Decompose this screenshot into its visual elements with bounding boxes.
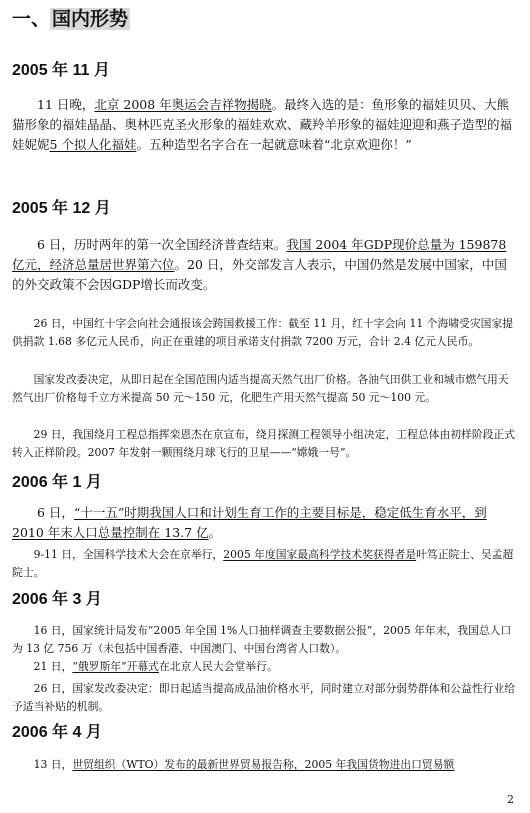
section-title-text: 国内形势: [52, 8, 129, 30]
underlined-text: “十一五”时期我国人口和计划生育工作的主要目标是，稳定低生育水平，到 2010 年末人口总量控制在 13.7 亿: [12, 505, 487, 540]
paragraph: 11 日晚，北京 2008 年奥运会吉祥物揭晓。最终入选的是：鱼形象的福娃贝贝、大熊猫形象的福娃晶晶、奥林匹克圣火形象的福娃欢欢、藏羚羊形象的福娃迎迎和燕子造型的福娃妮妮5 个拟人化福娃。五种造型名字合在一起就意味着“北京欢迎你！”: [12, 97, 513, 152]
underlined-text: 北京 2008 年奥运会吉祥物揭晓: [94, 97, 272, 112]
underlined-text: 我国 2004 年GDP现价总量为 159878 亿元，经济总量居世界第六位: [12, 237, 507, 272]
section-number: 一、: [12, 8, 51, 30]
underlined-text: 2005 年度国家最高科学技术奖获得者是: [223, 548, 417, 561]
underlined-text: 5 个拟人化福娃: [49, 137, 137, 152]
paragraph: 26 日，中国红十字会向社会通报该会跨国救援工作：截至 11 月，红十字会向 11 个海啸受灾国家提供捐款 1.68 多亿元人民币，向正在重建的项目承诺支付捐款 7200 万元，合计 2.4 亿元人民币。: [12, 317, 514, 348]
paragraph: 21 日，“俄罗斯年”开幕式在北京人民大会堂举行。: [33, 660, 278, 673]
paragraph: 26 日，国家发改委决定：即日起适当提高成品油价格水平，同时建立对部分弱势群体和公益性行业给予适当补贴的机制。: [12, 682, 516, 713]
month-heading: 2005 年 12 月: [12, 200, 111, 217]
month-heading: 2006 年 1 月: [12, 474, 102, 491]
underlined-text: 世贸组织（WTO）发布的最新世界贸易报告称，2005 年我国货物进出口贸易额: [72, 758, 455, 771]
paragraph: 13 日，世贸组织（WTO）发布的最新世界贸易报告称，2005 年我国货物进出口贸易额: [33, 758, 455, 771]
page-number: 2: [507, 793, 514, 806]
month-heading: 2006 年 4 月: [12, 724, 102, 741]
month-heading: 2005 年 11 月: [12, 62, 110, 79]
underlined-text: “俄罗斯年”开幕式: [72, 660, 159, 673]
paragraph: 6 日，历时两年的第一次全国经济普查结束。我国 2004 年GDP现价总量为 159878 亿元，经济总量居世界第六位。20 日，外交部发言人表示，中国仍然是发展中国家，中国的外交政策不会因GDP增长而改变。: [12, 237, 507, 292]
paragraph: 国家发改委决定，从即日起在全国范围内适当提高天然气出厂价格。各油气田供工业和城市燃气用天然气出厂价格每千立方米提高 50 元～150 元，化肥生产用天然气提高 50 元～100 元。: [12, 373, 509, 404]
paragraph: 6 日，“十一五”时期我国人口和计划生育工作的主要目标是，稳定低生育水平，到 2010 年末人口总量控制在 13.7 亿。: [12, 505, 487, 540]
paragraph: 9-11 日，全国科学技术大会在京举行，2005 年度国家最高科学技术奖获得者是叶笃正院士、吴孟超院士。: [12, 548, 514, 579]
month-heading: 2006 年 3 月: [12, 591, 102, 608]
paragraph: 29 日，我国绕月工程总指挥栾恩杰在京宣布，绕月探测工程领导小组决定，工程总体由初样阶段正式转入正样阶段。2007 年发射一颗围绕月球飞行的卫星——“嫦娥一号”。: [12, 428, 516, 459]
paragraph: 16 日，国家统计局发布“2005 年全国 1%人口抽样调查主要数据公报”，2005 年年末，我国总人口为 13 亿 756 万（未包括中国香港、中国澳门、中国台湾省人口数）。: [12, 624, 512, 655]
section-title: [12, 6, 130, 32]
